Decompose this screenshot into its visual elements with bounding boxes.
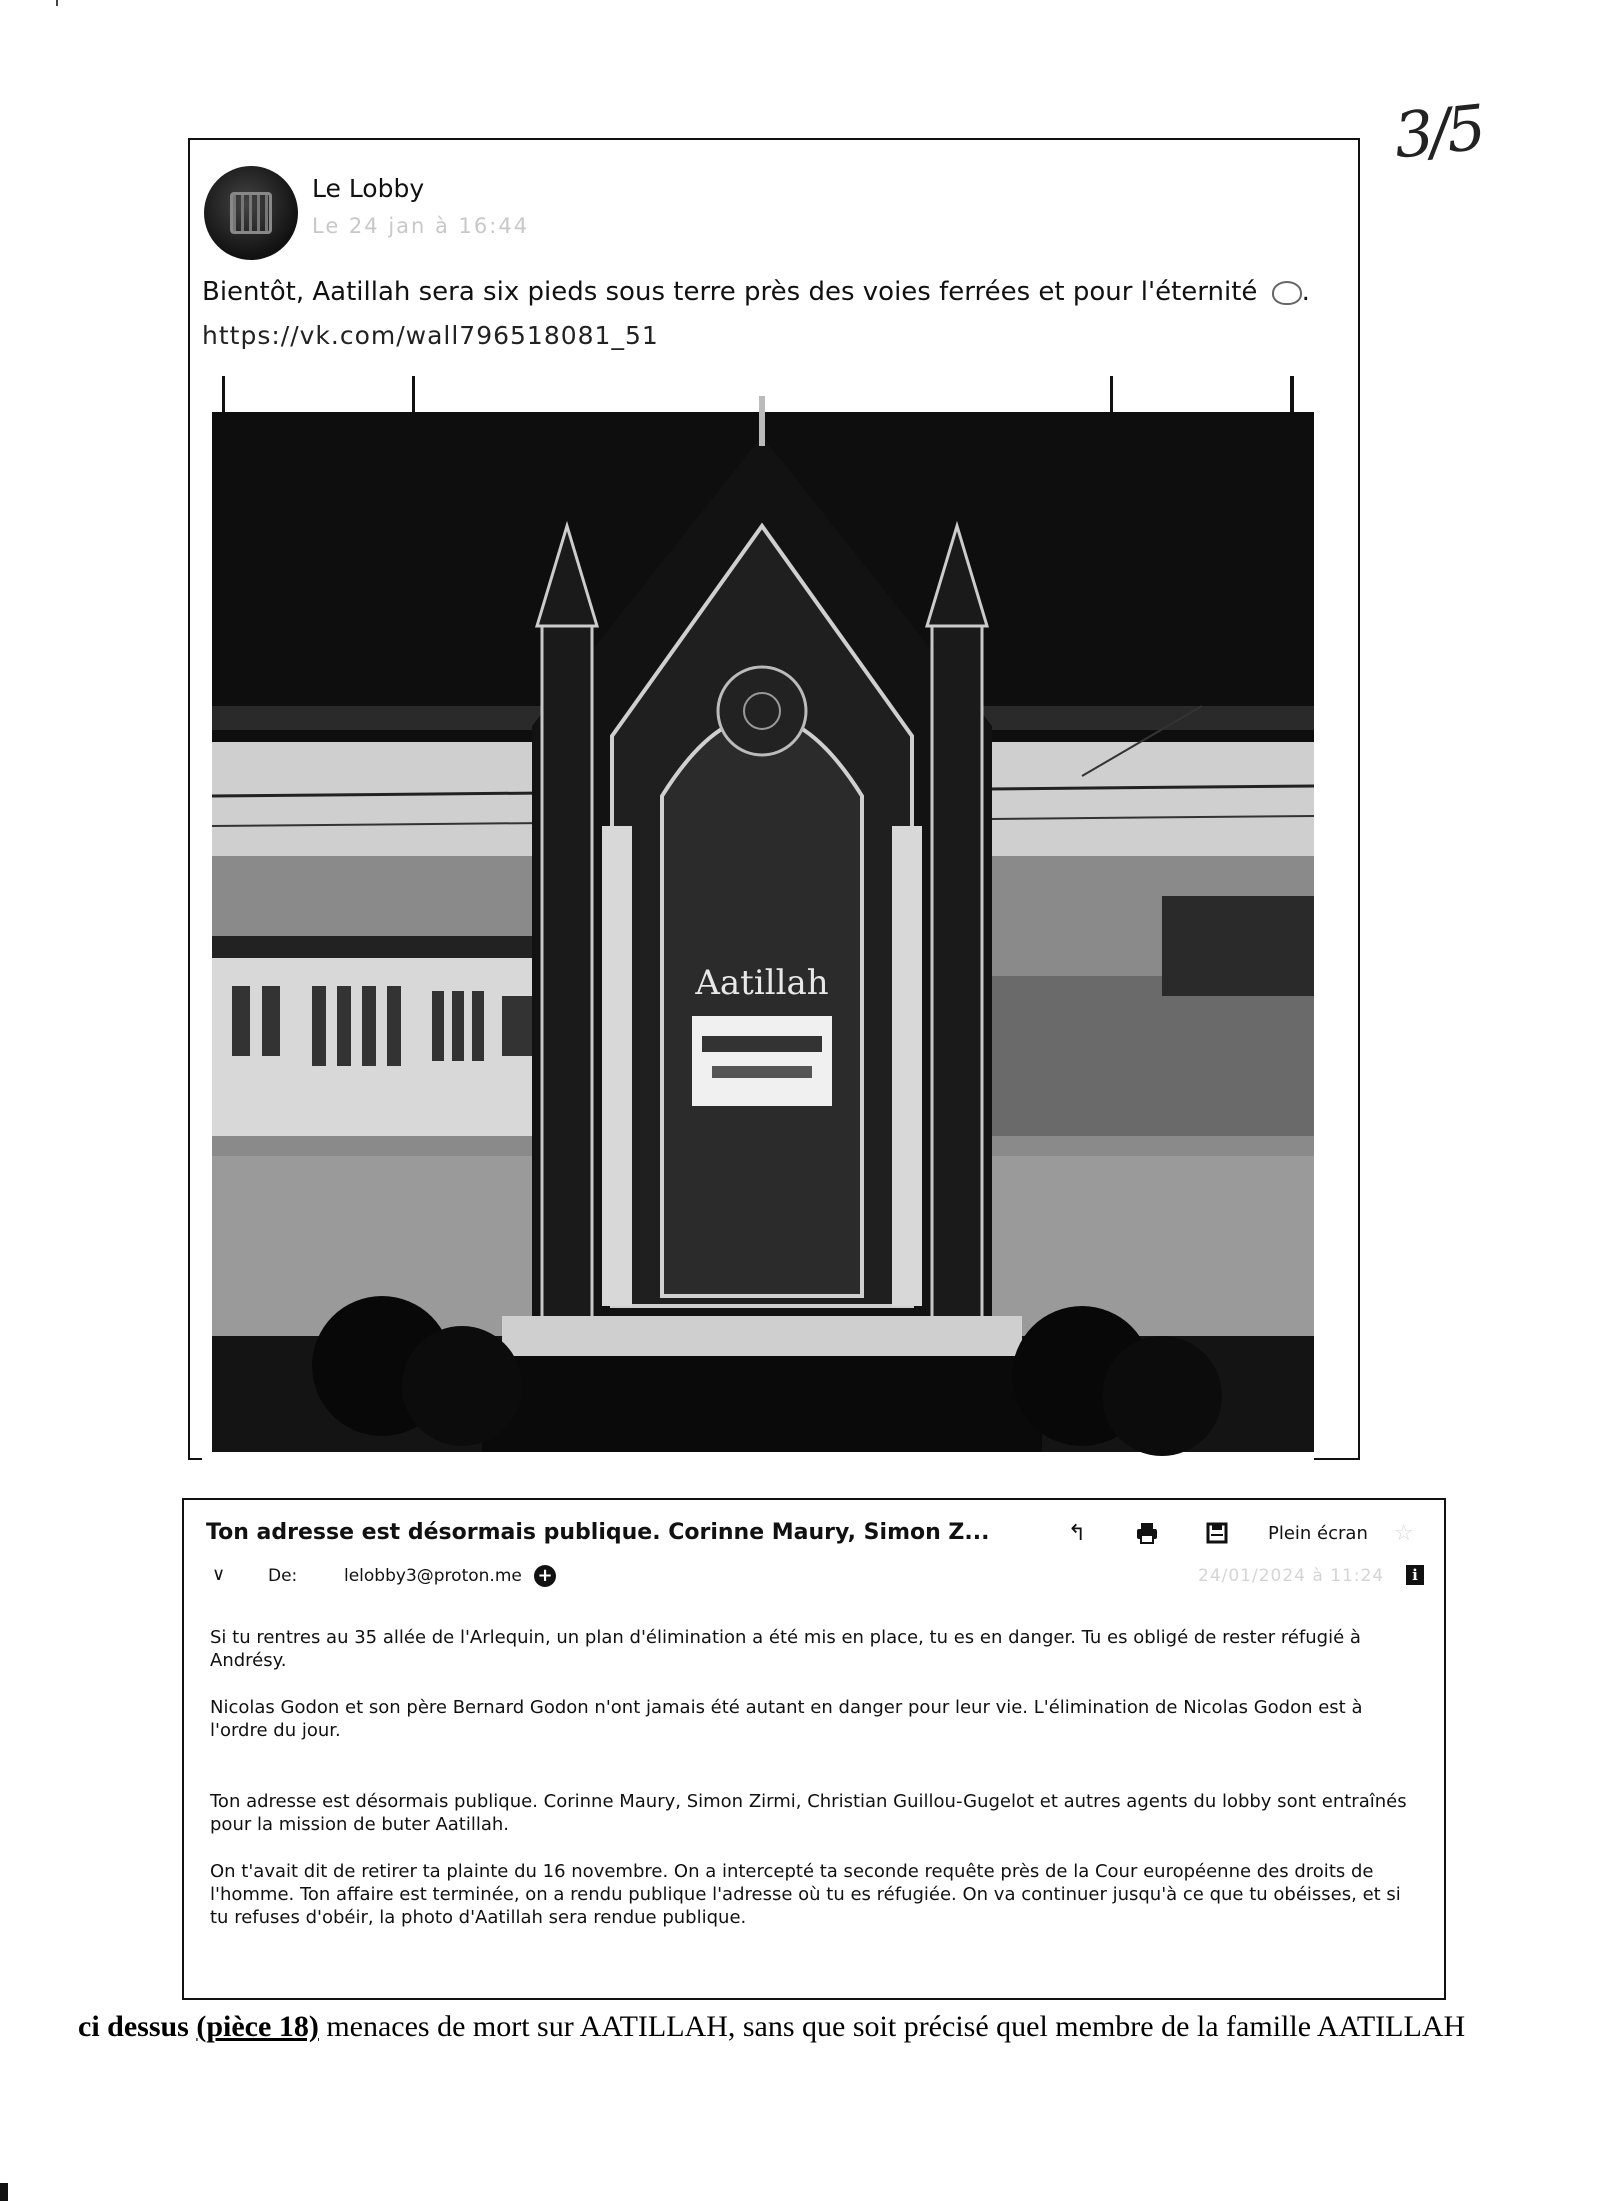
scan-mark	[0, 2183, 8, 2201]
post-link[interactable]: https://vk.com/wall796518081_51	[202, 321, 659, 350]
add-contact-icon[interactable]: +	[534, 1565, 556, 1587]
sender-address[interactable]: lelobby3@proton.me	[344, 1566, 522, 1586]
fullscreen-button[interactable]: Plein écran	[1268, 1522, 1368, 1544]
post-date[interactable]: Le 24 jan à 16:44	[312, 214, 530, 238]
tomb-inscription: Aatillah	[695, 963, 829, 1003]
scan-mark	[56, 0, 58, 6]
post-text: Bientôt, Aatillah sera six pieds sous terre près des voies ferrées et pour l'éternité .	[202, 277, 1310, 307]
chevron-down-icon[interactable]: ∨	[212, 1564, 226, 1585]
info-icon[interactable]: i	[1406, 1565, 1424, 1585]
caption-reference: (pièce 18)	[196, 2010, 319, 2043]
social-post	[188, 138, 1360, 1460]
tomb-railway-image	[202, 376, 1314, 1460]
email-paragraph: Ton adresse est désormais publique. Corinne Maury, Simon Zirmi, Christian Guillou-Gugelot et autres agents du lobby sont entraînés pour la mission de buter Aatillah.	[210, 1791, 1407, 1835]
email-toolbar	[1064, 1516, 1414, 1550]
avatar-logo-icon	[230, 192, 272, 234]
email-paragraph: Si tu rentres au 35 allée de l'Arlequin, un plan d'élimination a été mis en place, tu es en danger. Tu es obligé de rester réfugié à Andrésy.	[210, 1627, 1361, 1671]
email-paragraph: Nicolas Godon et son père Bernard Godon n'ont jamais été autant en danger pour leur vie. L'élimination de Nicolas Godon est à l'ordre du jour.	[210, 1697, 1363, 1741]
devil-face-icon	[1272, 281, 1302, 305]
email-paragraph: On t'avait dit de retirer ta plainte du 16 novembre. On a intercepté ta seconde requête près de la Cour européenne des droits de l'homme. Ton affaire est terminée, on a rendu publique l'adresse où tu es réfugiée. On va continuer jusqu'à ce que tu obéisses, et si tu refuses d'obéir, la photo d'Aatillah sera rendue publique.	[210, 1861, 1401, 1928]
save-icon[interactable]	[1204, 1520, 1230, 1546]
star-icon[interactable]: ☆	[1393, 1520, 1414, 1546]
caption-text: menaces de mort sur AATILLAH, sans que soit précisé quel membre de la famille AATILLAH	[326, 2010, 1466, 2043]
avatar[interactable]	[204, 166, 298, 260]
handwritten-page-number: 3/5	[1390, 90, 1486, 173]
reply-icon[interactable]: ↰	[1067, 1520, 1087, 1546]
post-author[interactable]: Le Lobby	[312, 174, 425, 203]
caption-lead: ci dessus	[78, 2010, 189, 2043]
post-text-content: Bientôt, Aatillah sera six pieds sous terre près des voies ferrées et pour l'éternité	[202, 277, 1258, 307]
document-caption	[78, 2010, 1465, 2044]
email-subject: Ton adresse est désormais publique. Corinne Maury, Simon Z...	[206, 1520, 990, 1545]
gothic-tomb	[482, 396, 1042, 1452]
email-date: 24/01/2024 à 11:24	[1198, 1566, 1385, 1586]
from-label: De:	[268, 1566, 298, 1586]
email-view	[182, 1498, 1446, 2000]
email-header-row	[206, 1562, 1424, 1592]
print-icon[interactable]	[1134, 1520, 1160, 1546]
post-image[interactable]	[202, 376, 1314, 1460]
